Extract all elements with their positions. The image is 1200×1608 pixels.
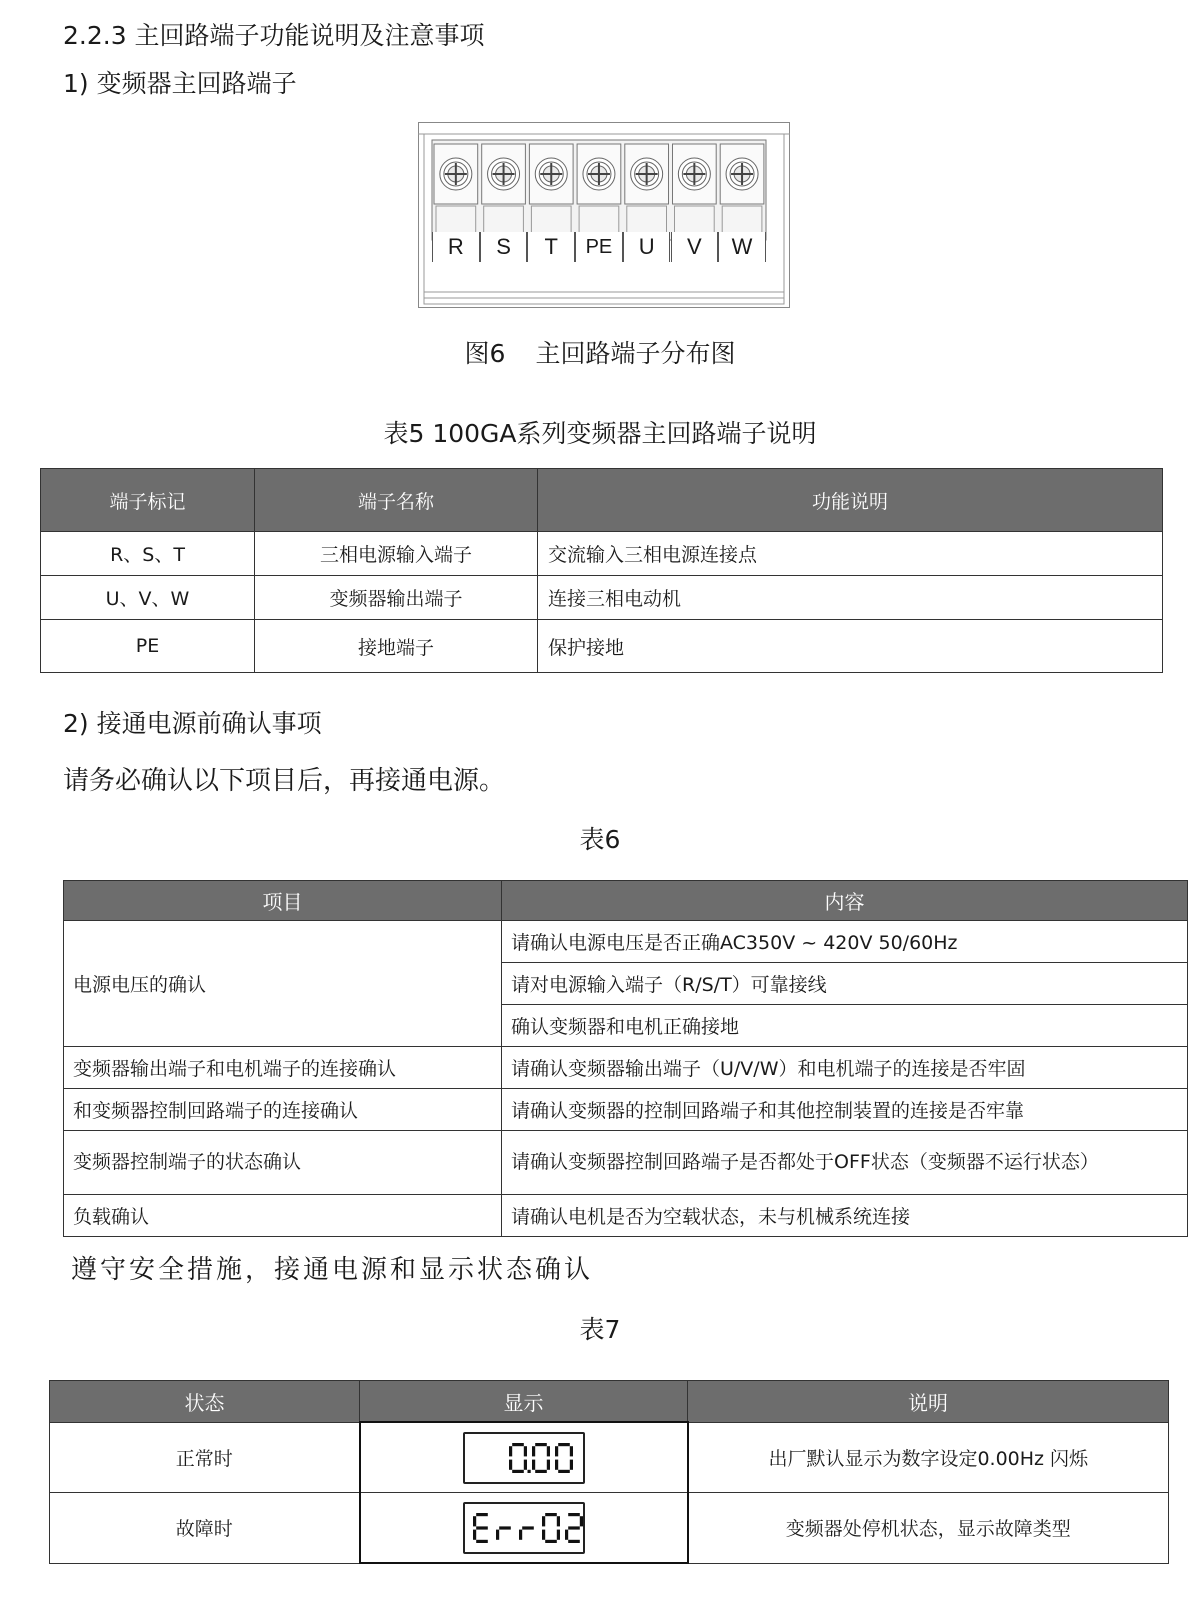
check-content-cell: 请确认电机是否为空载状态，未与机械系统连接 (502, 1195, 1188, 1237)
table5-title: 表5 100GA系列变频器主回路端子说明 (383, 419, 817, 448)
lcd-display (463, 1432, 585, 1484)
table-row (64, 1131, 1188, 1195)
check-item-cell: 变频器控制端子的状态确认 (64, 1131, 502, 1195)
lcd-digit (519, 1526, 534, 1539)
column-header: 状态 (50, 1381, 360, 1423)
terminal-description-table (40, 468, 1163, 673)
table-header-row (41, 469, 1163, 532)
terminal-function-cell: 连接三相电动机 (538, 576, 1163, 620)
terminal-label-s: S (480, 232, 528, 262)
terminal-screw-u (625, 144, 669, 236)
status-cell: 正常时 (50, 1422, 360, 1493)
terminal-screw-v (673, 144, 717, 236)
table-row (64, 1195, 1188, 1237)
table6-title: 表6 (579, 825, 621, 854)
column-header: 端子标记 (41, 469, 255, 532)
description-cell: 变频器处停机状态，显示故障类型 (688, 1493, 1169, 1564)
lcd-digit (509, 1443, 531, 1473)
check-content-cell: 请确认变频器输出端子（U/V/W）和电机端子的连接是否牢固 (502, 1047, 1188, 1089)
lcd-digit (532, 1443, 550, 1473)
display-cell (360, 1422, 688, 1493)
terminal-label-w: W (718, 232, 766, 262)
table-row (50, 1493, 1169, 1564)
terminal-block-drawing (418, 122, 790, 312)
check-content-cell: 确认变频器和电机正确接地 (502, 1005, 1188, 1047)
lcd-digit (565, 1513, 583, 1543)
check-content-cell: 请对电源输入端子（R/S/T）可靠接线 (502, 963, 1188, 1005)
lcd-digit (542, 1513, 560, 1543)
figure-title: 主回路端子分布图 (535, 339, 736, 368)
terminal-screw-s (482, 144, 526, 236)
check-item-cell: 变频器输出端子和电机端子的连接确认 (64, 1047, 502, 1089)
terminal-name-cell: 变频器输出端子 (255, 576, 538, 620)
lcd-digits (465, 1434, 583, 1482)
lcd-digits (465, 1504, 583, 1552)
section-heading: 2.2.3 主回路端子功能说明及注意事项 (63, 21, 485, 50)
description-cell: 出厂默认显示为数字设定0.00Hz 闪烁 (688, 1422, 1169, 1493)
terminal-mark-cell: PE (41, 620, 255, 673)
lcd-display (463, 1502, 585, 1554)
subsection-1-heading: 1) 变频器主回路端子 (63, 69, 297, 98)
terminal-screw-r (434, 144, 478, 236)
table-header-row (50, 1381, 1169, 1423)
terminal-label-r: R (432, 232, 480, 262)
check-item-cell: 电源电压的确认 (64, 921, 502, 1047)
column-header: 显示 (360, 1381, 688, 1423)
terminal-label-t: T (527, 232, 575, 262)
lcd-digit (555, 1443, 573, 1473)
pre-power-check-table (63, 880, 1188, 1237)
check-item-cell: 负载确认 (64, 1195, 502, 1237)
column-header: 说明 (688, 1381, 1169, 1423)
display-cell (360, 1493, 688, 1564)
table-row (64, 1089, 1188, 1131)
terminal-mark-cell: R、S、T (41, 532, 255, 576)
status-cell: 故障时 (50, 1493, 360, 1564)
terminal-label-u: U (623, 232, 671, 262)
check-content-cell: 请确认变频器控制回路端子是否都处于OFF状态（变频器不运行状态） (502, 1131, 1188, 1195)
check-item-cell: 和变频器控制回路端子的连接确认 (64, 1089, 502, 1131)
intro-text: 请务必确认以下项目后，再接通电源。 (63, 766, 506, 796)
terminal-screw-t (529, 144, 573, 236)
main-terminal-figure (418, 122, 790, 312)
table-row (64, 1047, 1188, 1089)
figure-caption (0, 334, 1200, 370)
table-row (41, 532, 1163, 576)
terminal-function-cell: 交流输入三相电源连接点 (538, 532, 1163, 576)
column-header: 项目 (64, 881, 502, 921)
column-header: 端子名称 (255, 469, 538, 532)
lcd-digit (496, 1526, 511, 1539)
column-header: 内容 (502, 881, 1188, 921)
terminal-function-cell: 保护接地 (538, 620, 1163, 673)
terminal-name-cell: 三相电源输入端子 (255, 532, 538, 576)
table7-title: 表7 (579, 1315, 621, 1344)
terminal-screw-pe (577, 144, 621, 236)
terminal-mark-cell: U、V、W (41, 576, 255, 620)
table-row (64, 921, 1188, 963)
power-status-table (49, 1380, 1169, 1564)
terminal-screw-w (720, 144, 764, 236)
safety-note: 遵守安全措施，接通电源和显示状态确认 (71, 1255, 594, 1285)
check-content-cell: 请确认电源电压是否正确AC350V ~ 420V 50/60Hz (502, 921, 1188, 963)
lcd-digit (473, 1513, 488, 1543)
terminal-name-cell: 接地端子 (255, 620, 538, 673)
table-row (50, 1422, 1169, 1493)
check-content-cell: 请确认变频器的控制回路端子和其他控制装置的连接是否牢靠 (502, 1089, 1188, 1131)
column-header: 功能说明 (538, 469, 1163, 532)
table-row (41, 620, 1163, 673)
table-header-row (64, 881, 1188, 921)
figure-number: 图6 (464, 339, 506, 368)
subsection-2-heading: 2) 接通电源前确认事项 (63, 709, 322, 738)
terminal-label-v: V (671, 232, 719, 262)
table-row (41, 576, 1163, 620)
terminal-label-pe: PE (575, 232, 623, 262)
